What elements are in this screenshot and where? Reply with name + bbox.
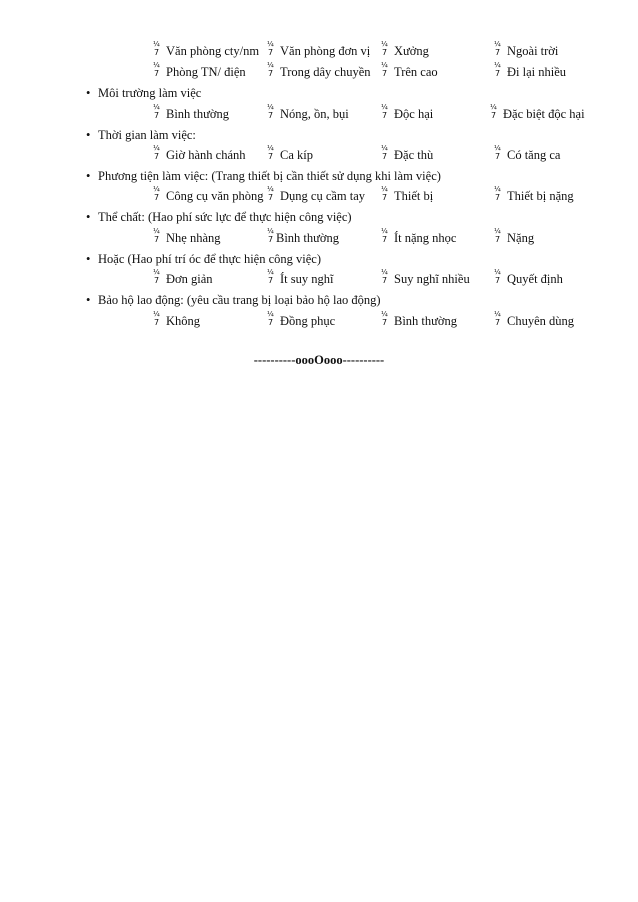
option-ca-kip[interactable] — [267, 146, 313, 164]
option-label: Trong dây chuyền — [280, 65, 371, 79]
checkbox-icon[interactable]: ¼ 7 — [267, 310, 274, 327]
end-separator: ----------oooOooo---------- — [253, 353, 385, 367]
section-heading-thoi-gian — [86, 126, 196, 144]
option-don-gian[interactable] — [153, 270, 213, 288]
option-row — [0, 146, 638, 164]
option-it-nang-nhoc[interactable] — [381, 229, 456, 247]
option-label: Công cụ văn phòng — [166, 189, 264, 203]
section-heading-text: Hoặc (Hao phí trí óc để thực hiện công việc) — [98, 252, 322, 266]
option-dac-biet-doc-hai[interactable] — [490, 105, 585, 123]
option-label: Xưởng — [394, 44, 429, 58]
option-row — [0, 229, 638, 247]
checkbox-icon[interactable]: ¼ 7 — [490, 103, 497, 120]
option-label: Văn phòng đơn vị — [280, 44, 371, 58]
bullet-icon: • — [86, 210, 91, 224]
checkbox-icon[interactable]: ¼ 7 — [494, 227, 501, 244]
section-heading-text: Bảo hộ lao động: (yêu cầu trang bị loại bảo hộ lao động) — [98, 293, 381, 307]
option-label: Nặng — [507, 231, 535, 245]
checkbox-icon[interactable]: ¼ 7 — [153, 268, 160, 285]
option-label: Ít nặng nhọc — [394, 231, 457, 245]
option-label: Đi lại nhiều — [507, 65, 567, 79]
checkbox-icon[interactable]: ¼ 7 — [381, 268, 388, 285]
checkbox-icon[interactable]: ¼ 7 — [267, 40, 274, 57]
option-suy-nghi-nhieu[interactable] — [381, 270, 470, 288]
checkbox-icon[interactable]: ¼ 7 — [381, 227, 388, 244]
bullet-icon: • — [86, 252, 91, 266]
section-heading-text: Thể chất: (Hao phí sức lực để thực hiện công việc) — [98, 210, 352, 224]
option-row — [0, 270, 638, 288]
option-thiet-bi[interactable] — [381, 187, 433, 205]
option-label: Đặc thù — [394, 148, 434, 162]
option-cong-cu-van-phong[interactable] — [153, 187, 264, 205]
checkbox-icon[interactable]: ¼ 7 — [267, 185, 274, 202]
checkbox-icon[interactable]: ¼ 7 — [153, 227, 160, 244]
option-doc-hai[interactable] — [381, 105, 433, 123]
option-binh-thuong[interactable] — [153, 105, 229, 123]
option-row — [0, 63, 638, 81]
checkbox-icon[interactable]: ¼ 7 — [494, 310, 501, 327]
option-label: Bình thường — [276, 231, 340, 245]
option-label: Thiết bị nặng — [507, 189, 574, 203]
option-label: Có tăng ca — [507, 148, 561, 162]
option-label: Trên cao — [394, 65, 438, 79]
option-binh-thuong[interactable] — [267, 229, 339, 247]
section-heading-phuong-tien — [86, 167, 441, 185]
section-heading-the-chat — [86, 208, 352, 226]
option-row — [0, 187, 638, 205]
option-quyet-dinh[interactable] — [494, 270, 563, 288]
option-label: Ít suy nghĩ — [280, 272, 334, 286]
option-ngoai-troi[interactable] — [494, 42, 558, 60]
option-van-phong-don-vi[interactable] — [267, 42, 370, 60]
checkbox-icon[interactable]: ¼ 7 — [494, 144, 501, 161]
option-dung-cu-cam-tay[interactable] — [267, 187, 365, 205]
option-label: Đơn giản — [166, 272, 213, 286]
option-chuyen-dung[interactable] — [494, 312, 574, 330]
option-thiet-bi-nang[interactable] — [494, 187, 574, 205]
option-label: Bình thường — [166, 107, 230, 121]
option-label: Ca kíp — [280, 148, 313, 162]
section-heading-hoac — [86, 250, 321, 268]
checkbox-icon[interactable]: ¼ 7 — [267, 103, 274, 120]
checkbox-icon[interactable]: ¼ 7 — [381, 144, 388, 161]
checkbox-icon[interactable]: ¼ 7 — [494, 61, 501, 78]
option-khong[interactable] — [153, 312, 200, 330]
option-label: Nóng, ồn, bụi — [280, 107, 349, 121]
option-label: Nhẹ nhàng — [166, 231, 221, 245]
option-phong-tn[interactable] — [153, 63, 246, 81]
bullet-icon: • — [86, 128, 91, 142]
option-row — [0, 105, 638, 123]
option-di-lai-nhieu[interactable] — [494, 63, 566, 81]
checkbox-icon[interactable]: ¼ 7 — [494, 40, 501, 57]
option-tren-cao[interactable] — [381, 63, 438, 81]
option-co-tang-ca[interactable] — [494, 146, 560, 164]
option-nhe-nhang[interactable] — [153, 229, 221, 247]
checkbox-icon[interactable]: ¼ 7 — [267, 61, 274, 78]
checkbox-icon[interactable]: ¼ 7 — [153, 310, 160, 327]
section-heading-text: Thời gian làm việc: — [98, 128, 196, 142]
option-label: Thiết bị — [394, 189, 434, 203]
section-heading-text: Phương tiện làm việc: (Trang thiết bị cần thiết sử dụng khi làm việc) — [98, 169, 441, 183]
bullet-icon: • — [86, 293, 91, 307]
section-heading-bao-ho — [86, 291, 381, 309]
option-it-suy-nghi[interactable] — [267, 270, 333, 288]
checkbox-icon[interactable]: ¼ 7 — [267, 227, 274, 244]
bullet-icon: • — [86, 86, 91, 100]
checkbox-icon[interactable]: ¼ 7 — [494, 268, 501, 285]
option-label: Không — [166, 314, 201, 328]
checkbox-icon[interactable]: ¼ 7 — [381, 61, 388, 78]
option-label: Văn phòng cty/nm — [166, 44, 260, 58]
option-label: Quyết định — [507, 272, 563, 286]
option-nong-on-bui[interactable] — [267, 105, 349, 123]
bullet-icon: • — [86, 169, 91, 183]
option-xuong[interactable] — [381, 42, 429, 60]
option-label: Ngoài trời — [507, 44, 559, 58]
checkbox-icon[interactable]: ¼ 7 — [494, 185, 501, 202]
option-trong-day-chuyen[interactable] — [267, 63, 371, 81]
option-label: Bình thường — [394, 314, 458, 328]
checkbox-icon[interactable]: ¼ 7 — [267, 268, 274, 285]
option-label: Độc hại — [394, 107, 434, 121]
checkbox-icon[interactable]: ¼ 7 — [153, 103, 160, 120]
option-label: Đặc biệt độc hại — [503, 107, 585, 121]
checkbox-icon[interactable]: ¼ 7 — [381, 103, 388, 120]
checkbox-icon[interactable]: ¼ 7 — [153, 40, 160, 57]
checkbox-icon[interactable]: ¼ 7 — [381, 40, 388, 57]
option-dac-thu[interactable] — [381, 146, 433, 164]
checkbox-icon[interactable]: ¼ 7 — [153, 61, 160, 78]
option-binh-thuong[interactable] — [381, 312, 457, 330]
section-heading-text: Môi trường làm việc — [98, 86, 202, 100]
option-label: Dụng cụ cầm tay — [280, 189, 366, 203]
checkbox-icon[interactable]: ¼ 7 — [267, 144, 274, 161]
option-label: Chuyên dùng — [507, 314, 575, 328]
option-label: Phòng TN/ điện — [166, 65, 246, 79]
checkbox-icon[interactable]: ¼ 7 — [153, 185, 160, 202]
checkbox-icon[interactable]: ¼ 7 — [381, 185, 388, 202]
option-row — [0, 42, 638, 60]
option-nang[interactable] — [494, 229, 534, 247]
option-row — [0, 312, 638, 330]
checkbox-icon[interactable]: ¼ 7 — [153, 144, 160, 161]
section-heading-moi-truong — [86, 84, 201, 102]
option-van-phong-cty[interactable] — [153, 42, 259, 60]
option-label: Suy nghĩ nhiều — [394, 272, 470, 286]
option-gio-hanh-chanh[interactable] — [153, 146, 246, 164]
option-dong-phuc[interactable] — [267, 312, 335, 330]
option-label: Đồng phục — [280, 314, 336, 328]
checkbox-icon[interactable]: ¼ 7 — [381, 310, 388, 327]
option-label: Giờ hành chánh — [166, 148, 246, 162]
